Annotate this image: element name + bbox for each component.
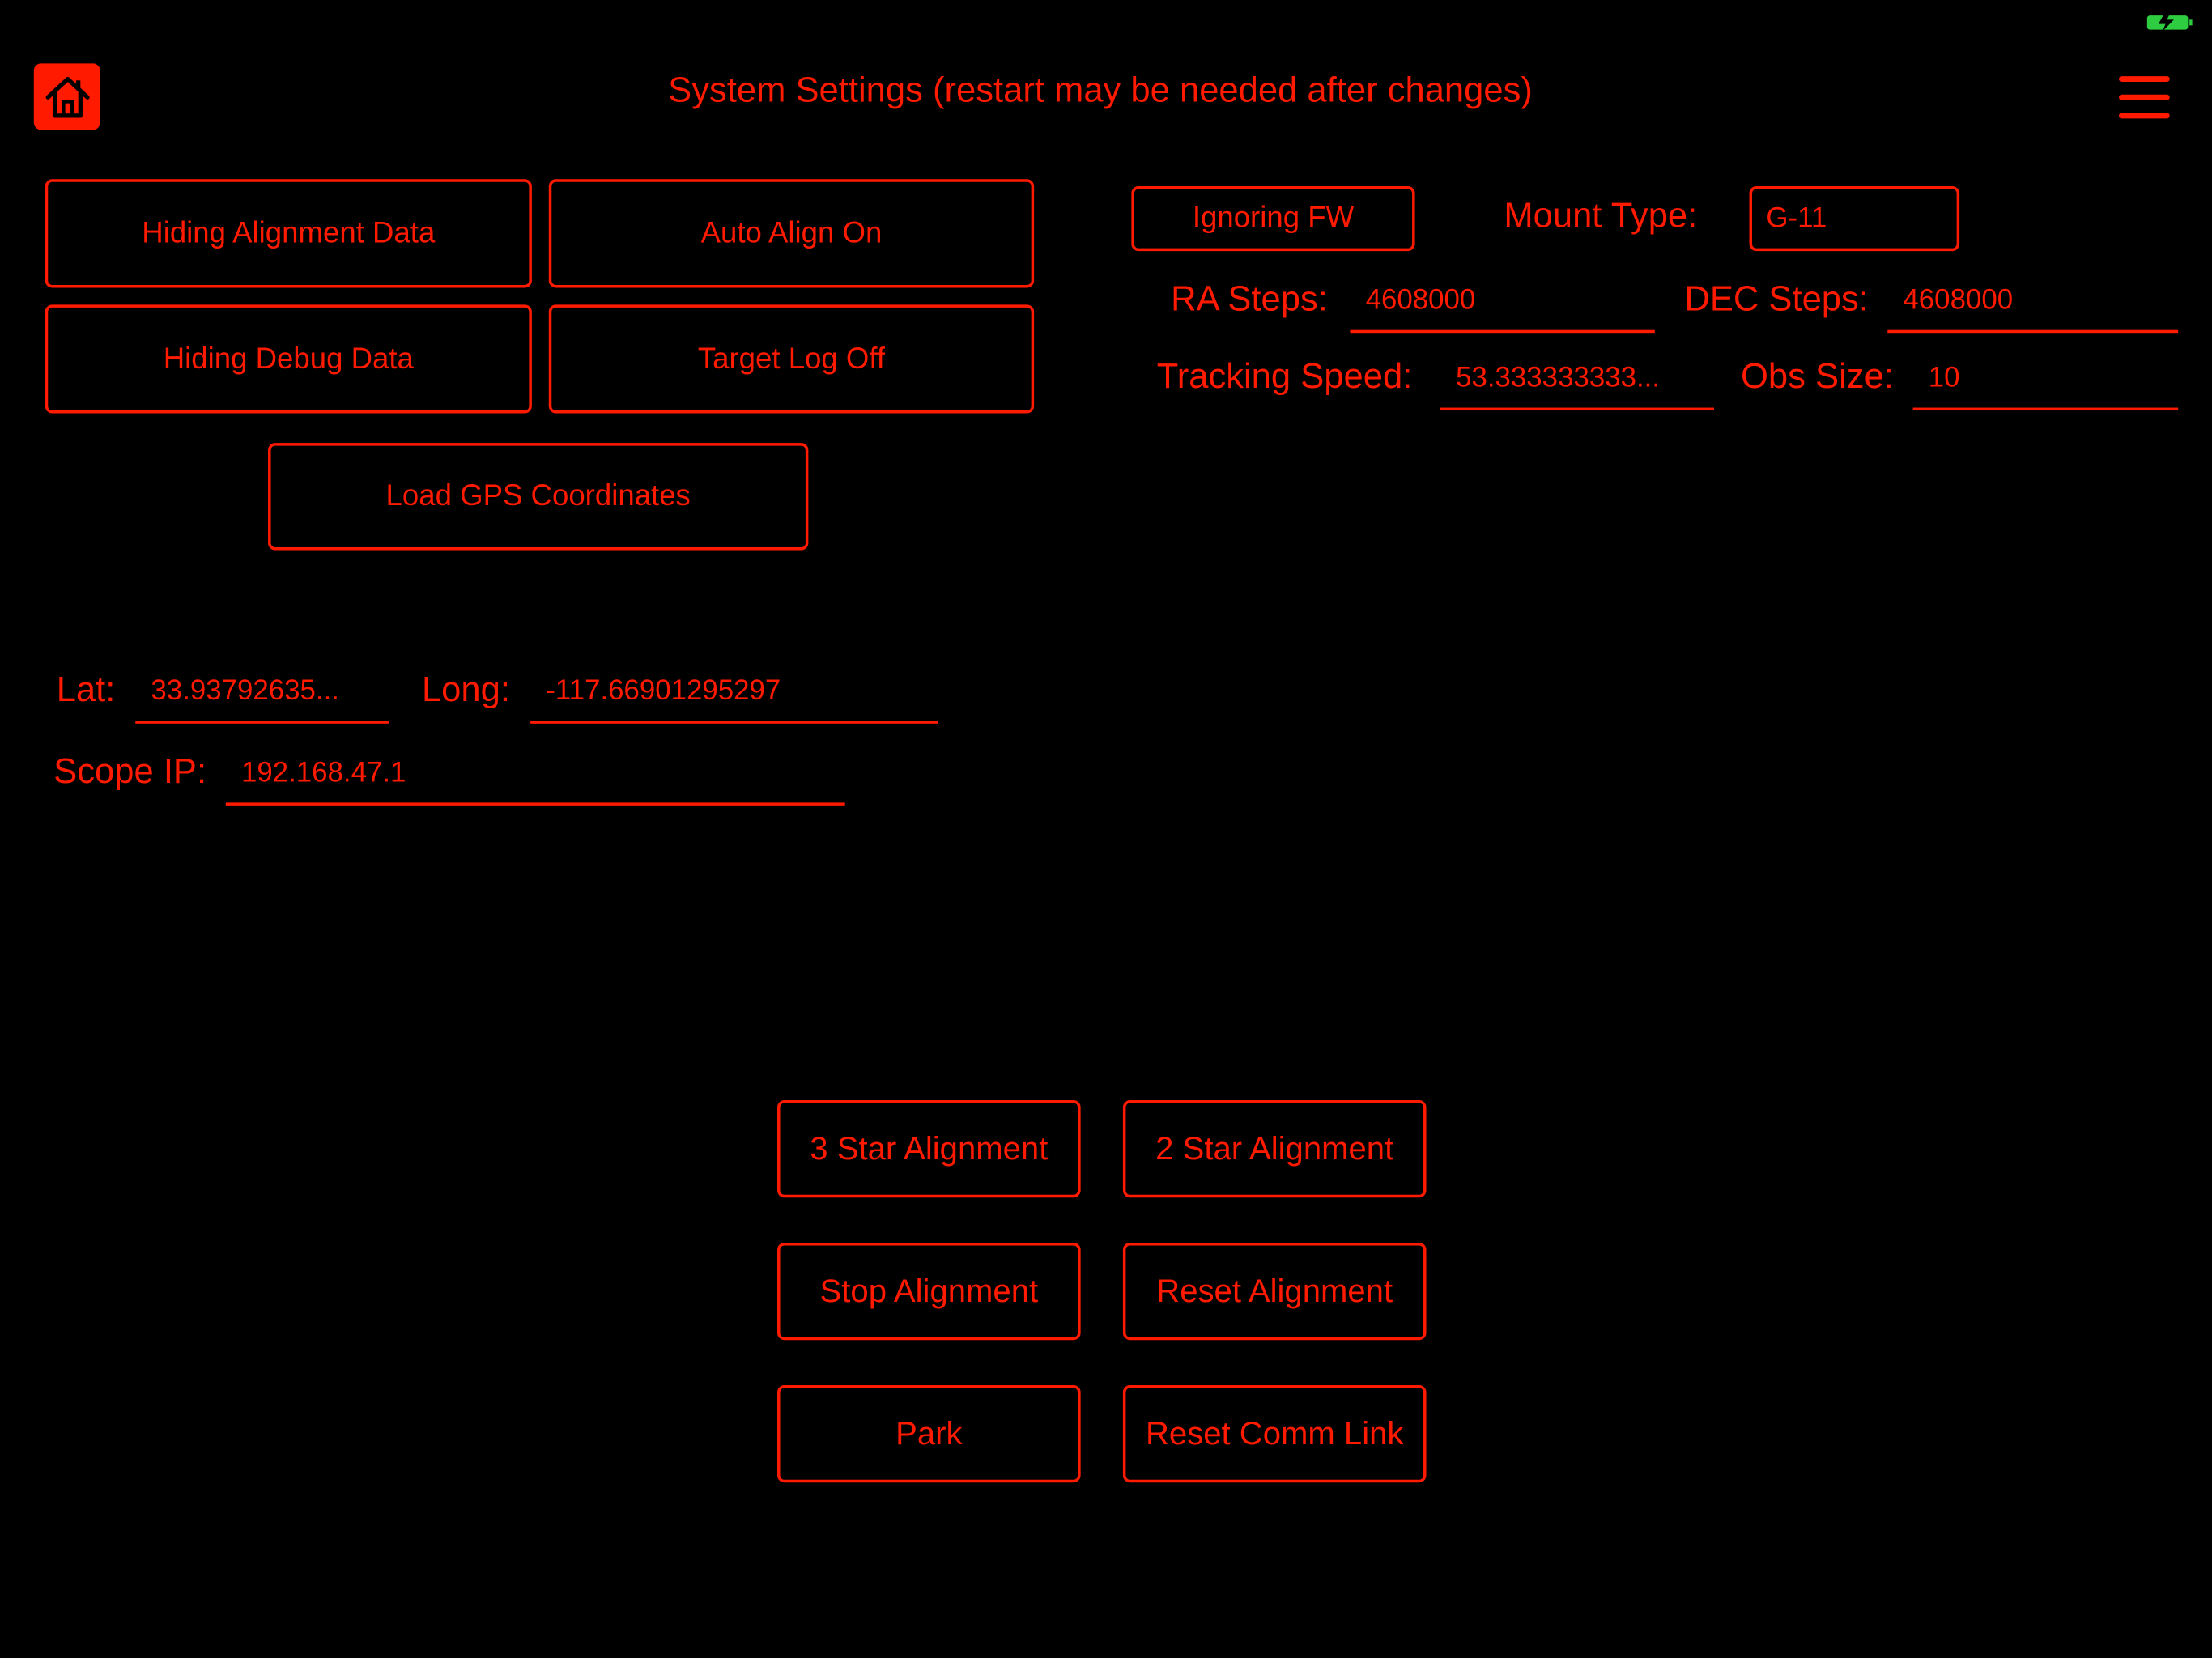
scope-ip-label: Scope IP: [53, 751, 207, 792]
firmware-button[interactable]: Ignoring FW [1131, 186, 1414, 251]
lat-label: Lat: [56, 670, 116, 710]
auto-align-toggle[interactable]: Auto Align On [549, 179, 1034, 287]
obs-size-label: Obs Size: [1741, 356, 1894, 397]
ra-steps-input[interactable]: 4608000 [1350, 272, 1654, 333]
reset-alignment-button[interactable]: Reset Alignment [1123, 1243, 1427, 1340]
long-label: Long: [421, 670, 510, 710]
park-button[interactable]: Park [777, 1385, 1081, 1482]
hamburger-menu-icon[interactable] [2116, 70, 2173, 124]
tracking-speed-input[interactable]: 53.333333333... [1440, 350, 1714, 410]
obs-size-input[interactable]: 10 [1913, 350, 2179, 410]
long-input[interactable]: -117.66901295297 [530, 663, 938, 724]
page-title: System Settings (restart may be needed after changes) [668, 70, 1533, 110]
mount-type-label: Mount Type: [1504, 196, 1698, 236]
stop-alignment-button[interactable]: Stop Alignment [777, 1243, 1081, 1340]
mount-type-field[interactable]: G-11 [1750, 186, 1960, 251]
ra-steps-label: RA Steps: [1171, 278, 1328, 319]
battery-charging-icon [2146, 13, 2193, 32]
alignment-data-toggle[interactable]: Hiding Alignment Data [45, 179, 532, 287]
debug-data-toggle[interactable]: Hiding Debug Data [45, 304, 532, 413]
scope-ip-input[interactable]: 192.168.47.1 [226, 745, 845, 806]
two-star-alignment-button[interactable]: 2 Star Alignment [1123, 1100, 1427, 1197]
three-star-alignment-button[interactable]: 3 Star Alignment [777, 1100, 1081, 1197]
load-gps-button[interactable]: Load GPS Coordinates [268, 443, 808, 550]
reset-comm-link-button[interactable]: Reset Comm Link [1123, 1385, 1427, 1482]
target-log-toggle[interactable]: Target Log Off [549, 304, 1034, 413]
tracking-speed-label: Tracking Speed: [1156, 356, 1413, 397]
lat-input[interactable]: 33.93792635... [135, 663, 389, 724]
dec-steps-input[interactable]: 4608000 [1887, 272, 2178, 333]
dec-steps-label: DEC Steps: [1684, 278, 1869, 319]
